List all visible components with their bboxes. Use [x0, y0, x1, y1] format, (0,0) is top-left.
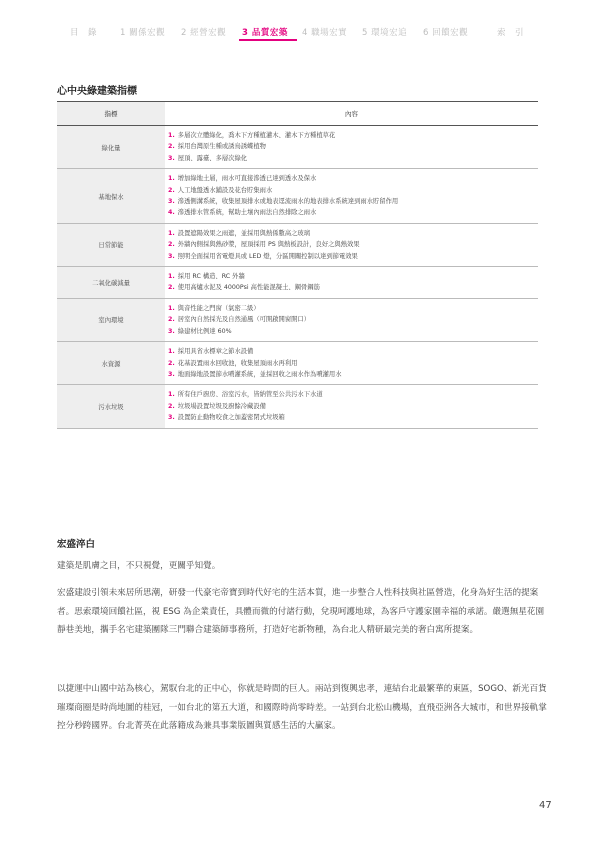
nav-item-ch6[interactable]: 6 回饋宏觀 — [423, 28, 469, 38]
item-number: 4. — [168, 209, 175, 217]
nav-item-ch2[interactable]: 2 經營宏觀 — [181, 28, 227, 38]
content-item — [168, 239, 538, 250]
table-row — [57, 223, 538, 266]
item-number: 2. — [168, 241, 175, 249]
item-number: 2. — [168, 186, 175, 194]
content-item — [168, 358, 538, 369]
item-text: 採用台灣原生種或誘鳥誘蝶植物 — [177, 143, 266, 151]
content-item — [168, 412, 538, 423]
item-text: 滲透側溝系統，收集屋頂排水或地表逕流雨水的地表排水系統達到雨水貯留作用 — [177, 198, 399, 206]
item-number: 3. — [168, 198, 175, 206]
item-number: 3. — [168, 154, 175, 162]
item-number: 1. — [168, 304, 175, 312]
item-text: 使用高爐水泥及 4000Psi 高性能混凝土、鋼骨鋼筋 — [177, 284, 320, 292]
content-item — [168, 369, 538, 380]
nav-item-ch5[interactable]: 5 環境宏追 — [362, 28, 408, 38]
item-number: 2. — [168, 316, 175, 324]
item-text: 與音性能之門窗（氣密二級） — [177, 304, 260, 312]
item-text: 居室內自然採光及自然通風（可開啟開窗開口） — [177, 316, 311, 324]
item-number: 3. — [168, 327, 175, 335]
indicator-cell: 二氧化碳減量 — [57, 267, 165, 299]
content-item — [168, 130, 538, 141]
item-text: 增加綠地土層，雨水可直接滲透已達到透水及保水 — [177, 175, 317, 183]
content-cell — [165, 267, 538, 299]
item-text: 設置防止動物咬食之加蓋密閉式垃圾箱 — [177, 414, 285, 422]
item-number: 1. — [168, 273, 175, 281]
item-text: 地面綠地設置節水噴灌系統，並採回收之雨水作為噴灌用水 — [177, 370, 342, 378]
header-content: 內容 — [165, 102, 538, 126]
item-text: 多層次立體綠化，喬木下方種植灌木、灌木下方種植草花 — [177, 132, 336, 139]
table-row — [57, 267, 538, 299]
table-row — [57, 169, 538, 224]
nav-item-ch1[interactable]: 1 關係宏觀 — [120, 28, 166, 38]
content-cell — [165, 169, 538, 224]
content-item — [168, 326, 538, 337]
feature-paragraph: 宏盛建設引領未來居所思潮，研發一代豪宅帝寶到時代好宅的生活本質，進一步整合人性科技與社區營造，化身為好生活的提案者。思索環境回饋社區，視 ESG 為企業責任，具體而微的付諸行動，兌現呵護地球，為客戶守護家園幸福的承諾。嚴選無星花園靜巷美地，攜手名宅建築團隊三門聯合建築師事務所，打造好宅新物種，為台北人精研最完美的奢白寓所提案。 — [57, 588, 545, 636]
table-header-row — [57, 102, 538, 126]
indicator-cell: 室內環境 — [57, 298, 165, 341]
item-number: 3. — [168, 414, 175, 422]
content-item — [168, 153, 538, 164]
content-item — [168, 196, 538, 207]
nav-item-toc[interactable]: 目 錄 — [70, 28, 98, 38]
item-text: 採用 RC 構造、RC 外牆 — [177, 273, 245, 281]
item-text: 垃圾場設置垃圾及廚餘冷藏設備 — [177, 402, 266, 410]
item-text: 屋頂、露臺、多層次綠化 — [177, 154, 248, 162]
content-item — [168, 282, 538, 293]
content-item — [168, 389, 538, 400]
indicator-cell: 基地保水 — [57, 169, 165, 224]
content-item — [168, 173, 538, 184]
content-item — [168, 401, 538, 412]
item-number: 1. — [168, 229, 175, 237]
nav-item-ch4[interactable]: 4 職場宏實 — [302, 28, 348, 38]
table-row — [57, 298, 538, 341]
nav-item-ch3[interactable]: 3 品質宏築 — [242, 28, 288, 38]
content-item — [168, 185, 538, 196]
active-chapter-underline — [239, 39, 297, 41]
table-row — [57, 126, 538, 169]
feature-paragraph: 建築是肌膚之目，不只視覺，更關乎知覺。 — [57, 561, 221, 571]
content-cell — [165, 223, 538, 266]
item-number: 1. — [168, 391, 175, 399]
feature-title: 宏盛淬白 — [57, 539, 96, 550]
item-text: 滲透排水管系統，幫助土壤內雨法自然排除之雨水 — [177, 209, 317, 217]
content-item — [168, 207, 538, 218]
item-number: 1. — [168, 175, 175, 183]
item-number: 1. — [168, 132, 175, 139]
content-item — [168, 251, 538, 262]
item-text: 照明全面採用省電燈具或 LED 燈，分區開關控制以達到節電效果 — [177, 252, 358, 260]
content-item — [168, 314, 538, 325]
content-cell — [165, 342, 538, 385]
table-body — [57, 126, 538, 429]
content-cell — [165, 298, 538, 341]
item-number: 3. — [168, 252, 175, 260]
item-number: 2. — [168, 284, 175, 292]
item-number: 2. — [168, 359, 175, 367]
item-number: 3. — [168, 370, 175, 378]
content-item — [168, 303, 538, 314]
item-number: 2. — [168, 402, 175, 410]
content-cell — [165, 126, 538, 169]
item-text: 人工地盤透水鋪設及花台貯集雨水 — [177, 186, 273, 194]
item-text: 採用具省水標章之節水設備 — [177, 348, 254, 356]
item-text: 綠建材比例達 60% — [177, 327, 232, 335]
content-item — [168, 346, 538, 357]
indicator-cell: 綠化量 — [57, 126, 165, 169]
header-indicator: 指標 — [57, 102, 165, 126]
item-text: 設置遮陽效果之雨遮，並採用與熱係數高之玻璃 — [177, 229, 311, 237]
indicator-cell: 日常節能 — [57, 223, 165, 266]
section-title: 心中央綠建築指標 — [57, 86, 137, 97]
item-number: 1. — [168, 348, 175, 356]
item-text: 外牆內側採與熱砂漿，屋頂採用 PS 與熱板設計，良好之與熱效果 — [177, 241, 360, 249]
table-row — [57, 342, 538, 385]
indicator-cell: 污水垃圾 — [57, 385, 165, 428]
indicator-cell: 水資源 — [57, 342, 165, 385]
item-text: 所有住戶廚房、浴室污水，皆納管至公共污水下水道 — [177, 391, 323, 399]
content-cell — [165, 385, 538, 428]
table-row — [57, 385, 538, 428]
item-number: 2. — [168, 143, 175, 151]
content-item — [168, 271, 538, 282]
content-item — [168, 141, 538, 152]
item-text: 花基設置雨水回收池，收集屋頂雨水再利用 — [177, 359, 298, 367]
chapter-nav — [0, 26, 595, 42]
feature-paragraph: 以捷運中山國中站為核心，駕馭台北的正中心，你就是時間的巨人。兩站到復興忠孝，連結台北最繁華的東區，SOGO、新光百貨璀璨商圈是時尚地圖的桂冠，一如台北的第五大道，和國際時尚零時差。一站到台北松山機場，直飛亞洲各大城市，和世界接軌掌控分秒跨國界。台北菁英在此落籍成為兼具事業版圖與質感生活的大贏家。 — [57, 684, 547, 732]
green-building-table — [57, 101, 538, 429]
page-number: 47 — [539, 800, 552, 811]
nav-item-index[interactable]: 索 引 — [497, 28, 525, 38]
content-item — [168, 228, 538, 239]
